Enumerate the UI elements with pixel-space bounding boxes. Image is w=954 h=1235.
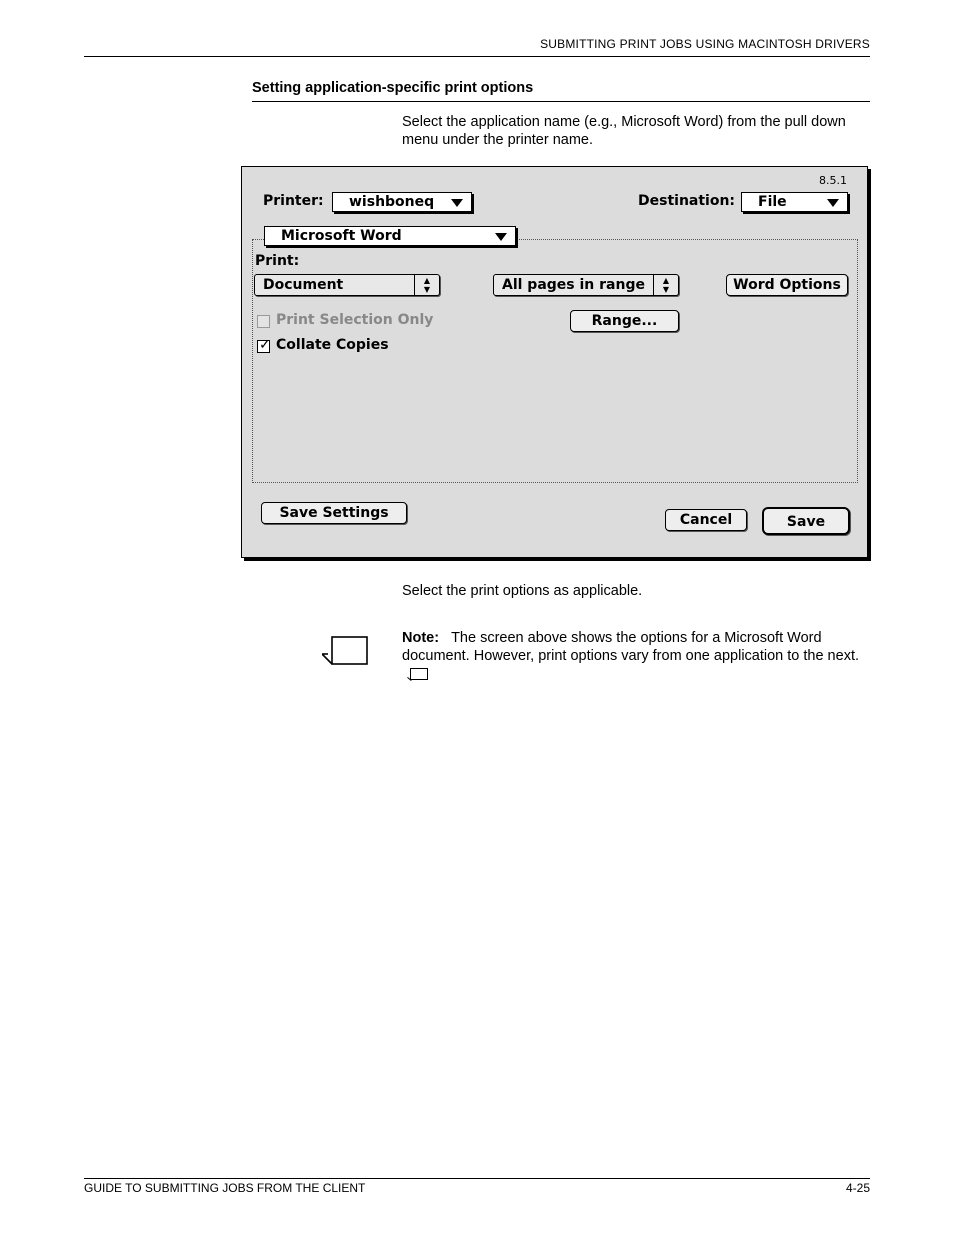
destination-popup[interactable] bbox=[741, 192, 848, 212]
printer-label: Printer: bbox=[263, 193, 324, 209]
note-text: The screen above shows the options for a Microsoft Word document. However, print options vary from one application to the next. bbox=[402, 630, 859, 664]
cancel-button[interactable]: Cancel bbox=[665, 509, 747, 531]
section-rule bbox=[252, 101, 870, 102]
page-range-value: All pages in range bbox=[502, 277, 645, 293]
save-button[interactable]: Save bbox=[762, 507, 850, 535]
printer-popup-value: wishboneq bbox=[349, 194, 435, 210]
chevron-down-icon bbox=[827, 199, 839, 207]
chevron-down-icon bbox=[495, 233, 507, 241]
chevron-down-icon bbox=[451, 199, 463, 207]
section-title: Setting application-specific print options bbox=[252, 80, 534, 96]
page-range-popup[interactable] bbox=[493, 274, 679, 296]
note-label: Note: bbox=[402, 630, 440, 646]
instruction-paragraph-1: Select the application name (e.g., Microsoft Word) from the pull down menu under the printer name. bbox=[402, 114, 846, 148]
print-selection-checkbox[interactable] bbox=[257, 315, 270, 328]
running-head: SUBMITTING PRINT JOBS USING MACINTOSH DRIVERS bbox=[540, 37, 870, 51]
application-popup-value: Microsoft Word bbox=[281, 228, 402, 244]
word-options-button[interactable]: Word Options bbox=[726, 274, 848, 296]
print-what-value: Document bbox=[263, 277, 344, 293]
page-number: 4-25 bbox=[845, 1181, 870, 1195]
instruction-paragraph-2: Select the print options as applicable. bbox=[402, 583, 643, 599]
footer-title: GUIDE TO SUBMITTING JOBS FROM THE CLIENT bbox=[84, 1181, 366, 1195]
destination-popup-value: File bbox=[758, 194, 787, 210]
version-label: 8.5.1 bbox=[819, 174, 847, 187]
print-label: Print: bbox=[255, 253, 300, 269]
print-selection-label: Print Selection Only bbox=[276, 312, 434, 328]
up-down-arrows-icon: ▲ ▼ bbox=[653, 275, 678, 295]
collate-label: Collate Copies bbox=[276, 337, 389, 353]
up-down-arrows-icon: ▲ ▼ bbox=[414, 275, 439, 295]
print-dialog bbox=[241, 166, 868, 558]
header-rule bbox=[84, 56, 870, 57]
printer-popup[interactable] bbox=[332, 192, 472, 212]
destination-label: Destination: bbox=[638, 193, 736, 209]
save-settings-button[interactable]: Save Settings bbox=[261, 502, 407, 524]
range-button[interactable]: Range... bbox=[570, 310, 679, 332]
application-popup[interactable] bbox=[264, 226, 516, 246]
note-paragraph bbox=[402, 629, 864, 683]
end-note-icon bbox=[410, 668, 428, 680]
print-what-popup[interactable] bbox=[254, 274, 440, 296]
collate-checkbox[interactable] bbox=[257, 336, 271, 353]
checkmark-icon: ✓ bbox=[259, 336, 271, 352]
footer-rule bbox=[84, 1178, 870, 1179]
note-icon bbox=[322, 636, 368, 666]
